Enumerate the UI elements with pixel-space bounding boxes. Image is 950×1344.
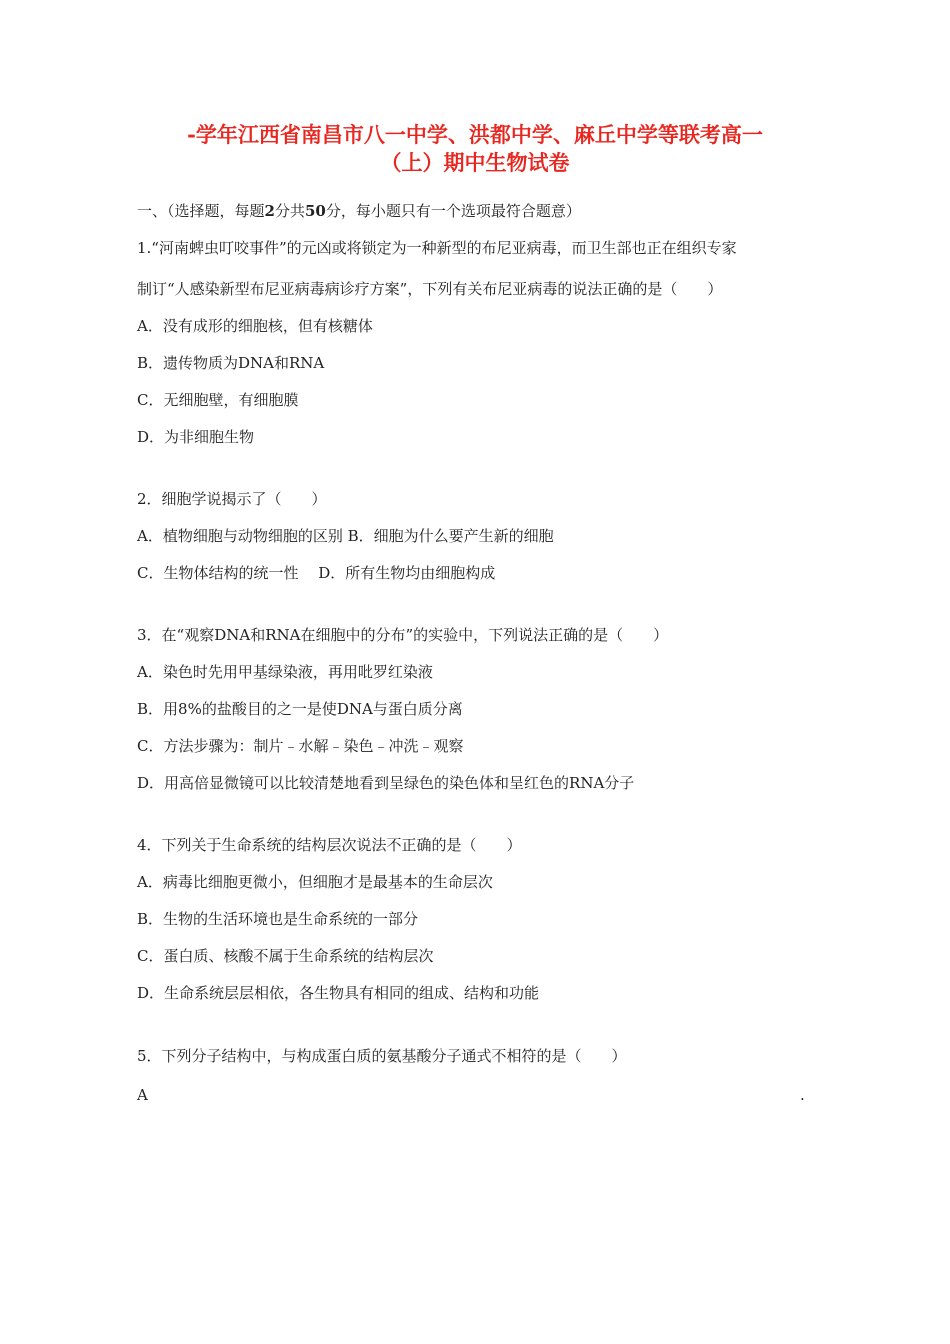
question-4-option-b: B．生物的生活环境也是生命系统的一部分 bbox=[137, 910, 419, 928]
question-5-option-a-label: A bbox=[137, 1086, 148, 1104]
question-1-option-c: C．无细胞壁，有细胞膜 bbox=[137, 391, 299, 409]
section-total-points: 50 bbox=[304, 202, 326, 220]
question-1-option-d: D．为非细胞生物 bbox=[137, 428, 255, 446]
question-5-trailing-mark: . bbox=[800, 1086, 805, 1104]
question-3-stem: 3．在“观察DNA和RNA在细胞中的分布”的实验中，下列说法正确的是（ ） bbox=[137, 626, 669, 644]
question-1-option-b: B．遗传物质为DNA和RNA bbox=[137, 354, 325, 372]
question-4-option-c: C．蛋白质、核酸不属于生命系统的结构层次 bbox=[137, 947, 434, 965]
question-4-option-a: A．病毒比细胞更微小，但细胞才是最基本的生命层次 bbox=[137, 873, 493, 891]
section-heading bbox=[137, 201, 581, 221]
question-5-stem: 5．下列分子结构中，与构成蛋白质的氨基酸分子通式不相符的是（ ） bbox=[137, 1047, 627, 1065]
question-1-option-a: A．没有成形的细胞核，但有核糖体 bbox=[137, 317, 373, 335]
section-heading-prefix: 一、（选择题，每题 bbox=[137, 202, 265, 220]
question-4-option-d: D．生命系统层层相依，各生物具有相同的组成、结构和功能 bbox=[137, 984, 540, 1002]
question-3-option-b: B．用8%的盐酸目的之一是使DNA与蛋白质分离 bbox=[137, 700, 463, 718]
exam-title-line-1: -学年江西省南昌市八一中学、洪都中学、麻丘中学等联考高一 bbox=[187, 122, 763, 147]
question-2-options-cd: C．生物体结构的统一性 D．所有生物均由细胞构成 bbox=[137, 564, 496, 582]
question-3-option-a: A．染色时先用甲基绿染液，再用吡罗红染液 bbox=[137, 663, 433, 681]
question-3-option-d: D．用高倍显微镜可以比较清楚地看到呈绿色的染色体和呈红色的RNA分子 bbox=[137, 774, 635, 792]
question-1-stem-line-1: 1.“河南蜱虫叮咬事件”的元凶或将锁定为一种新型的布尼亚病毒，而卫生部也正在组织专家 bbox=[137, 239, 737, 257]
question-2-stem: 2．细胞学说揭示了（ ） bbox=[137, 490, 327, 508]
exam-title-line-2: （上）期中生物试卷 bbox=[380, 150, 570, 175]
section-heading-mid-2: 分，每小题只有一个选项最符合题意） bbox=[325, 202, 581, 220]
question-2-options-ab: A．植物细胞与动物细胞的区别 B．细胞为什么要产生新的细胞 bbox=[137, 527, 554, 545]
section-heading-mid-1: 分共 bbox=[274, 202, 305, 220]
question-3-option-c: C．方法步骤为：制片﹣水解﹣染色﹣冲洗﹣观察 bbox=[137, 737, 464, 755]
section-points-per-question: 2 bbox=[264, 202, 275, 220]
question-1-stem-line-2: 制订“人感染新型布尼亚病毒病诊疗方案”，下列有关布尼亚病毒的说法正确的是（ ） bbox=[137, 280, 723, 298]
question-4-stem: 4．下列关于生命系统的结构层次说法不正确的是（ ） bbox=[137, 836, 522, 854]
